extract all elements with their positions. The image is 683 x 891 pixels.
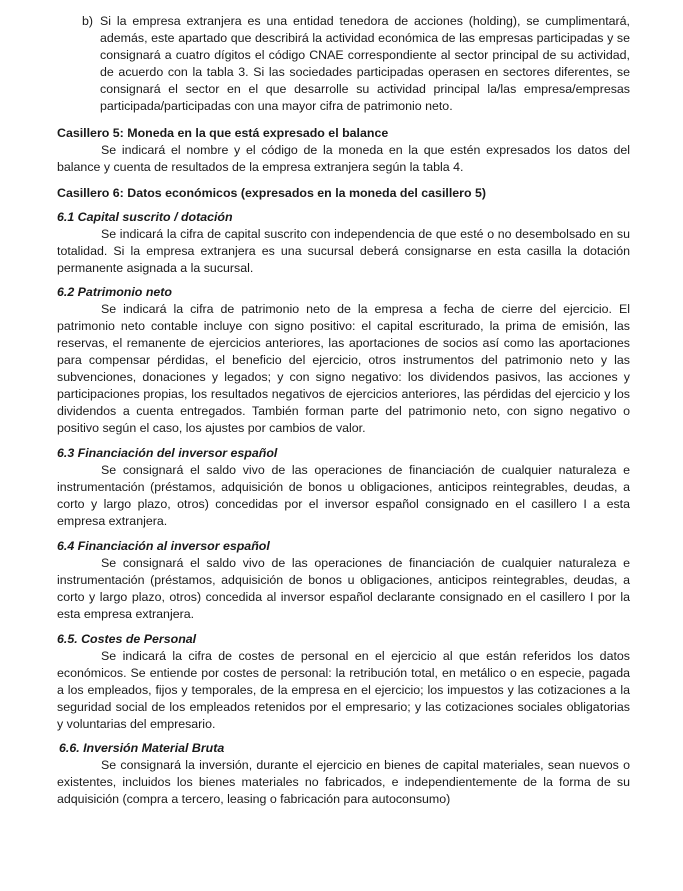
subsection-6-1 (57, 209, 630, 277)
subsection-paragraph: Se consignará el saldo vivo de las operaciones de financiación de cualquier naturaleza e instrumentación (préstamos, adquisición de bonos u obligaciones, anticipos reintegrables, deudas, a corto y largo plazo, otros) concedida al inversor español declarante consignado en el casillero I por la esta empresa extranjera. (57, 556, 630, 621)
list-item-b (82, 13, 630, 115)
subsection-6-6 (57, 740, 630, 808)
list-item-text: Si la empresa extranjera es una entidad tenedora de acciones (holding), se cumplimentará, además, este apartado que describirá la actividad económica de las empresas participadas y se consignará a cuatro dígitos el código CNAE correspondiente al sector principal de su actividad, de acuerdo con la tabla 3. Si las sociedades participadas operasen en sectores diferentes, se consignará el sector en el que desarrolle su actividad principal la/las empresa/empresas participada/participadas con una mayor cifra de patrimonio neto. (100, 14, 630, 113)
subsection-paragraph: Se consignará la inversión, durante el ejercicio en bienes de capital materiales, sean nuevos o existentes, incluidos los bienes materiales no fabricados, e independientemente de la forma de su adquisición (compra a tercero, leasing o fabricación para autoconsumo) (57, 758, 630, 806)
subsection-paragraph: Se consignará el saldo vivo de las operaciones de financiación de cualquier naturaleza e instrumentación (préstamos, adquisición de bonos u obligaciones, anticipos reintegrables, deudas, a corto y largo plazo, otros) concedidas por el inversor español consignado en el casillero I a esta empresa extranjera. (57, 463, 630, 528)
section-paragraph: Se indicará el nombre y el código de la moneda en la que estén expresados los datos del balance y cuenta de resultados de la empresa extranjera según la tabla 4. (57, 143, 630, 174)
subsection-heading: 6.2 Patrimonio neto (57, 285, 172, 299)
section-casillero-6 (57, 185, 630, 202)
subsection-heading: 6.5. Costes de Personal (57, 632, 197, 646)
subsection-heading: 6.4 Financiación al inversor español (57, 539, 270, 553)
subsection-6-3 (57, 445, 630, 530)
section-casillero-5 (57, 125, 630, 176)
subsection-heading: 6.1 Capital suscrito / dotación (57, 210, 233, 224)
list-marker: b) (82, 14, 94, 28)
subsection-heading: 6.6. Inversión Material Bruta (59, 741, 225, 755)
subsection-6-5 (57, 631, 630, 733)
section-heading: Casillero 6: Datos económicos (expresados en la moneda del casillero 5) (57, 186, 487, 200)
subsection-paragraph: Se indicará la cifra de patrimonio neto de la empresa a fecha de cierre del ejercicio. El patrimonio neto contable incluye con signo positivo: el capital escriturado, la prima de emisión, las reservas, el remanente de ejercicios anteriores, las aportaciones de socios así como las aportaciones para compensar pérdidas, el beneficio del ejercicio, otros instrumentos del patrimonio neto y las subvenciones, donaciones y legados; y con signo negativo: los dividendos pasivos, las acciones y participaciones propias, los resultados negativos de ejercicios anteriores, las pérdidas del ejercicio y los dividendos a cuenta entregados. También forman parte del patrimonio neto, con signo negativo o positivo según el caso, los ajustes por cambios de valor. (57, 302, 630, 435)
subsection-6-4 (57, 538, 630, 623)
subsection-heading: 6.3 Financiación del inversor español (57, 446, 278, 460)
subsection-6-2 (57, 284, 630, 437)
subsection-paragraph: Se indicará la cifra de capital suscrito con independencia de que esté o no desembolsado en su totalidad. Si la empresa extranjera es una sucursal deberá consignarse en esta casilla la dotación permanente asignada a la sucursal. (57, 227, 630, 275)
subsection-paragraph: Se indicará la cifra de costes de personal en el ejercicio al que están referidos los datos económicos. Se entiende por costes de personal: la retribución total, en metálico o en especie, pagada a los empleados, fijos y temporales, de la empresa en el ejercicio; los impuestos y las cotizaciones a la seguridad social de los empleados retenidos por el empresario; y las cotizaciones sociales obligatorias y voluntarias del empresario. (57, 649, 630, 731)
section-heading: Casillero 5: Moneda en la que está expresado el balance (57, 126, 389, 140)
